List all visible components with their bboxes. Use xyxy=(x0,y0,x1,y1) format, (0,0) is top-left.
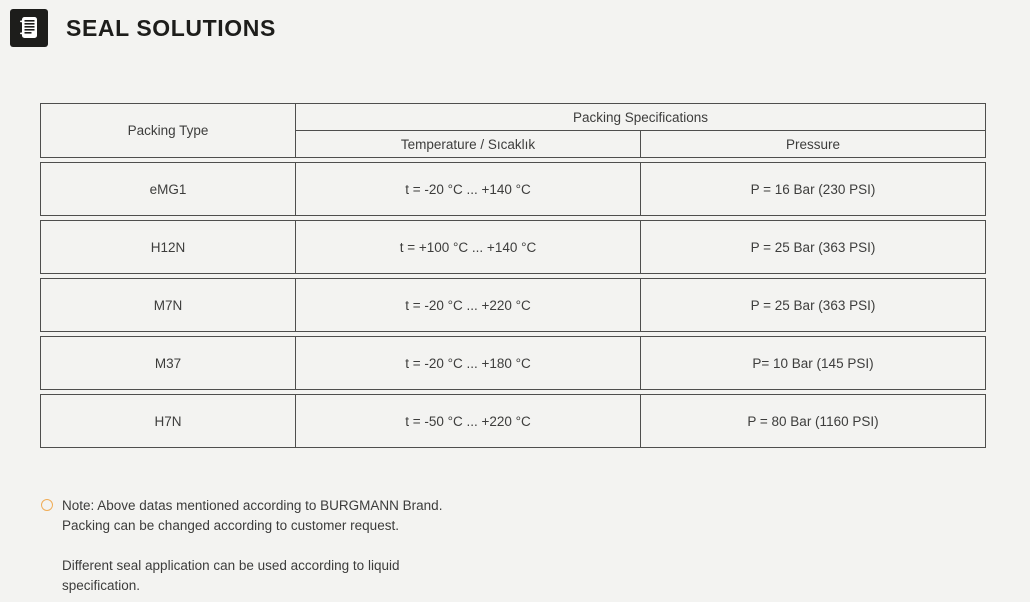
packing-specifications-group xyxy=(296,104,985,157)
pressure-cell: P = 80 Bar (1160 PSI) xyxy=(747,413,879,429)
packing-type-cell: eMG1 xyxy=(41,163,296,215)
temperature-cell: t = -20 °C ... +180 °C xyxy=(296,337,641,389)
packing-type-cell: H12N xyxy=(41,221,296,273)
note-paragraph-2: Different seal application can be used according to liquid specification. xyxy=(62,558,400,593)
temperature-cell: t = -50 °C ... +220 °C xyxy=(296,395,641,447)
column-header-temperature: Temperature / Sıcaklık xyxy=(296,131,641,157)
table-row xyxy=(40,162,986,216)
table-row xyxy=(40,394,986,448)
packing-type-cell: M37 xyxy=(41,337,296,389)
page-title: SEAL SOLUTIONS xyxy=(66,14,276,41)
table-row xyxy=(40,336,986,390)
packing-type-cell: M7N xyxy=(41,279,296,331)
table-header xyxy=(40,103,986,158)
packing-specifications-table xyxy=(40,103,986,448)
table-row xyxy=(40,220,986,274)
note-line-1: Note: Above datas mentioned according to BURGMANN Brand. xyxy=(62,498,443,513)
pressure-cell: P = 25 Bar (363 PSI) xyxy=(750,239,876,255)
table-row xyxy=(40,278,986,332)
note-bullet-icon xyxy=(41,499,53,511)
pressure-cell: P = 25 Bar (363 PSI) xyxy=(750,297,876,313)
note-section xyxy=(41,496,442,596)
column-header-packing-specifications: Packing Specifications xyxy=(296,104,985,131)
pressure-cell: P= 10 Bar (145 PSI) xyxy=(752,355,874,371)
sub-header-row xyxy=(296,131,985,157)
temperature-cell: t = -20 °C ... +140 °C xyxy=(296,163,641,215)
note-text xyxy=(62,496,442,596)
page-header xyxy=(10,9,276,47)
temperature-cell: t = +100 °C ... +140 °C xyxy=(296,221,641,273)
packing-type-cell: H7N xyxy=(41,395,296,447)
column-header-packing-type: Packing Type xyxy=(41,104,296,157)
column-header-pressure: Pressure xyxy=(785,136,841,152)
notebook-icon xyxy=(10,9,48,47)
pressure-cell: P = 16 Bar (230 PSI) xyxy=(750,181,876,197)
temperature-cell: t = -20 °C ... +220 °C xyxy=(296,279,641,331)
note-line-2: Packing can be changed according to customer request. xyxy=(62,518,399,533)
